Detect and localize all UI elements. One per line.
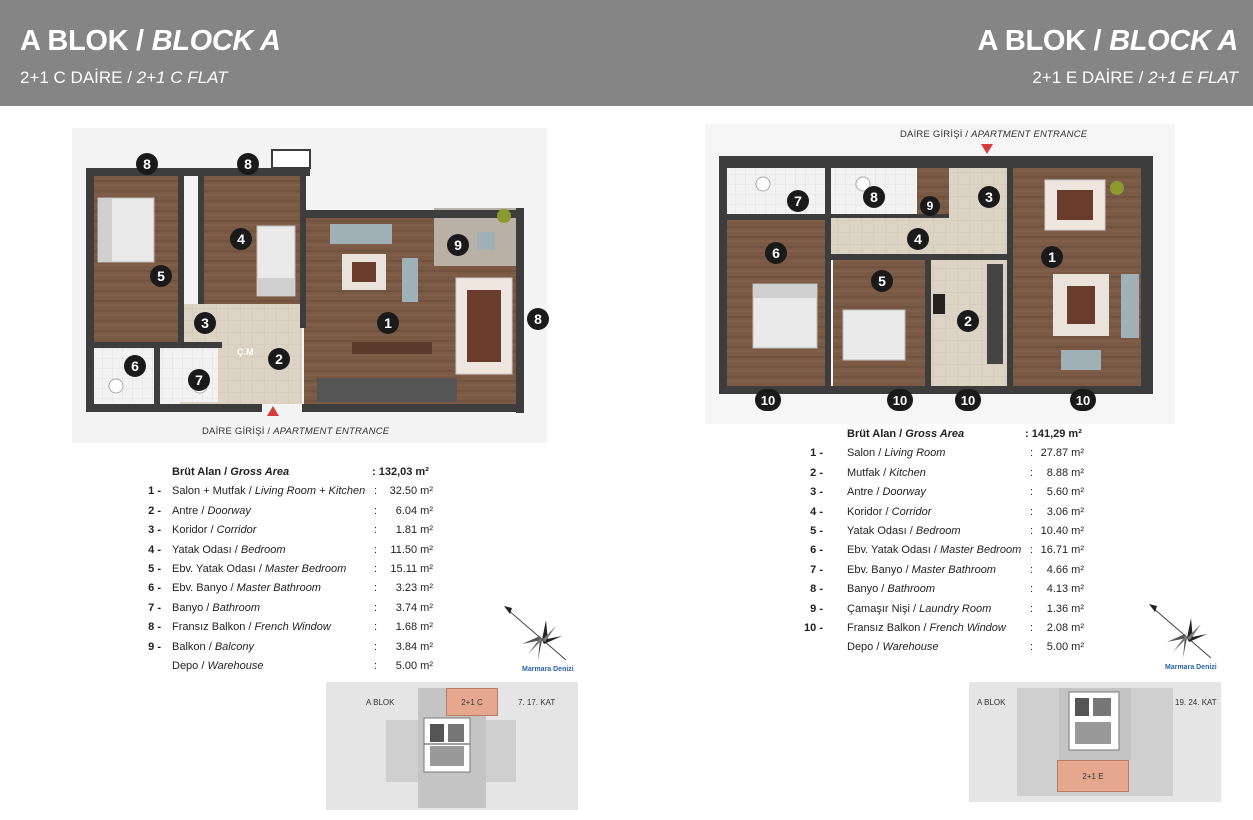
table-row	[805, 583, 1105, 599]
plan-c-entrance-label: DAİRE GİRİŞİ / APARTMENT ENTRANCE	[202, 426, 390, 437]
left-flat-subtitle: 2+1 C DAİRE / 2+1 C FLAT	[20, 68, 228, 87]
plan-e-marker: 10	[755, 389, 781, 411]
table-row	[805, 641, 1105, 657]
plan-e-marker: 7	[787, 190, 809, 212]
table-row	[805, 544, 1105, 560]
row-colon: :	[1030, 466, 1034, 479]
row-room-name: Ebv. Yatak Odası / Master Bedroom	[847, 544, 1022, 557]
row-number: 10 -	[804, 622, 823, 634]
row-area-value: 16.71 m²	[1040, 544, 1084, 557]
row-room-name: Balkon / Balcony	[172, 640, 254, 653]
table-row	[805, 564, 1105, 580]
row-room-name: Çamaşır Nişi / Laundry Room	[847, 602, 992, 615]
row-colon: :	[374, 582, 378, 595]
floor-plan-2plus1-e	[705, 124, 1175, 424]
plan-e-marker: 10	[955, 389, 981, 411]
plan-e-marker: 10	[1070, 389, 1096, 411]
row-area-value: 27.87 m²	[1040, 447, 1084, 460]
row-colon: :	[1030, 525, 1034, 537]
floor-plan-2plus1-c	[72, 128, 547, 443]
header-band	[0, 0, 1253, 106]
row-room-name: Koridor / Corridor	[847, 505, 932, 518]
plan-e-marker: 4	[907, 228, 929, 250]
row-colon: :	[374, 563, 378, 575]
plan-c-marker: 5	[150, 265, 172, 287]
plan-c-marker: 2	[268, 348, 290, 370]
row-number: 1 -	[810, 447, 823, 460]
area-table-c	[150, 466, 450, 681]
plan-e-entrance-label: DAİRE GİRİŞİ / APARTMENT ENTRANCE	[900, 129, 1088, 140]
plan-e-marker: 8	[863, 186, 885, 208]
row-room-name: Yatak Odası / Bedroom	[847, 525, 961, 537]
plan-c-marker: 9	[447, 234, 469, 256]
table-row	[150, 485, 450, 501]
row-area-value: 3.74 m²	[395, 601, 433, 614]
key-plan-c-block: A BLOK	[366, 698, 395, 707]
plan-c-marker: 8	[136, 153, 158, 175]
plan-e-marker: 10	[887, 389, 913, 411]
row-area-value: 1.81 m²	[395, 524, 433, 537]
row-number: 6 -	[148, 582, 161, 595]
row-colon: :	[374, 485, 378, 498]
key-plan-e-block: A BLOK	[977, 698, 1006, 707]
row-number: 9 -	[810, 602, 823, 615]
row-number: 3 -	[148, 524, 161, 537]
table-row	[805, 467, 1105, 483]
row-room-name: Ebv. Banyo / Master Bathroom	[172, 582, 321, 595]
row-area-value: 1.36 m²	[1046, 602, 1084, 615]
row-colon: :	[374, 640, 378, 653]
plan-c-marker: 8	[237, 153, 259, 175]
row-number: 4 -	[810, 505, 823, 518]
row-room-name: Banyo / Bathroom	[172, 601, 261, 614]
row-number: 2 -	[148, 504, 161, 517]
area-table-e	[805, 428, 1105, 663]
row-room-name: Antre / Doorway	[172, 504, 251, 517]
plan-e-marker: 9	[920, 196, 940, 216]
row-room-name: Banyo / Bathroom	[847, 583, 936, 596]
row-room-name: Mutfak / Kitchen	[847, 466, 926, 479]
row-number: 5 -	[148, 563, 161, 575]
row-room-name: Fransız Balkon / French Window	[847, 622, 1006, 634]
table-row	[150, 602, 450, 618]
table-c-gross-row: Brüt Alan / Gross Area : 132,03 m²	[172, 466, 429, 478]
plan-e-marker: 1	[1041, 246, 1063, 268]
row-area-value: 5.00 m²	[1046, 641, 1084, 654]
row-number: 8 -	[148, 621, 161, 634]
row-area-value: 1.68 m²	[395, 621, 433, 634]
row-colon: :	[1030, 622, 1034, 634]
row-colon: :	[374, 621, 378, 634]
row-room-name: Yatak Odası / Bedroom	[172, 543, 286, 556]
table-row	[150, 505, 450, 521]
right-block-title: A BLOK / BLOCK A	[977, 25, 1238, 57]
row-area-value: 5.60 m²	[1046, 486, 1084, 499]
row-area-value: 3.23 m²	[395, 582, 433, 595]
row-room-name: Salon + Mutfak / Living Room + Kitchen	[172, 485, 366, 498]
row-area-value: 8.88 m²	[1046, 466, 1084, 479]
compass-e-label: Marmara Denizi	[1165, 664, 1217, 671]
row-area-value: 10.40 m²	[1040, 525, 1084, 537]
plan-c-marker: 7	[188, 369, 210, 391]
compass-e	[1145, 600, 1225, 675]
row-colon: :	[1030, 583, 1034, 596]
row-room-name: Depo / Warehouse	[847, 641, 939, 654]
table-row	[805, 622, 1105, 638]
row-number: 4 -	[148, 543, 161, 556]
plan-e-marker: 5	[871, 270, 893, 292]
row-area-value: 11.50 m²	[390, 543, 433, 556]
row-colon: :	[1030, 505, 1034, 518]
compass-c	[500, 602, 580, 677]
key-plan-c	[326, 682, 578, 810]
row-area-value: 2.08 m²	[1046, 622, 1084, 634]
floor-plan-e-drawing	[705, 124, 1175, 424]
row-colon: :	[1030, 641, 1034, 654]
plan-e-marker: 6	[765, 242, 787, 264]
table-row	[805, 506, 1105, 522]
table-row	[150, 563, 450, 579]
plan-c-marker: 1	[377, 312, 399, 334]
table-row	[805, 603, 1105, 619]
plan-e-marker: 2	[957, 310, 979, 332]
row-room-name: Fransız Balkon / French Window	[172, 621, 331, 634]
floor-plan-c-drawing	[72, 128, 547, 443]
plan-e-marker: 3	[978, 186, 1000, 208]
key-plan-e-floors: 19. 24. KAT	[1175, 698, 1217, 707]
table-row	[150, 582, 450, 598]
compass-c-label: Marmara Denizi	[522, 666, 574, 673]
row-colon: :	[1030, 563, 1034, 576]
row-number: 8 -	[810, 583, 823, 596]
table-row	[150, 544, 450, 560]
row-number: 5 -	[810, 525, 823, 537]
row-colon: :	[374, 524, 378, 537]
table-row	[150, 660, 450, 676]
table-row	[150, 641, 450, 657]
row-area-value: 6.04 m²	[395, 504, 433, 517]
row-number: 3 -	[810, 486, 823, 499]
row-colon: :	[1030, 447, 1034, 460]
row-area-value: 5.00 m²	[395, 660, 433, 672]
row-room-name: Salon / Living Room	[847, 447, 946, 460]
plan-c-marker: 6	[124, 355, 146, 377]
left-block-title: A BLOK / BLOCK A	[20, 25, 281, 57]
row-colon: :	[1030, 544, 1034, 557]
key-plan-c-floors: 7. 17. KAT	[518, 698, 556, 707]
row-room-name: Ebv. Yatak Odası / Master Bedroom	[172, 563, 347, 575]
row-room-name: Depo / Warehouse	[172, 660, 264, 672]
table-row	[805, 486, 1105, 502]
row-area-value: 15.11 m²	[390, 563, 433, 575]
key-plan-e	[969, 682, 1221, 802]
plan-c-marker: 3	[194, 312, 216, 334]
plan-c-marker: 4	[230, 228, 252, 250]
table-row	[150, 621, 450, 637]
row-area-value: 3.84 m²	[395, 640, 433, 653]
row-colon: :	[374, 660, 378, 672]
row-number: 7 -	[810, 563, 823, 576]
key-plan-c-unit: 2+1 C	[446, 688, 498, 716]
row-area-value: 3.06 m²	[1046, 505, 1084, 518]
row-room-name: Ebv. Banyo / Master Bathroom	[847, 563, 996, 576]
row-room-name: Koridor / Corridor	[172, 524, 257, 537]
row-colon: :	[374, 543, 378, 556]
table-row	[805, 447, 1105, 463]
row-area-value: 32.50 m²	[389, 485, 433, 498]
plan-c-marker: 8	[527, 308, 549, 330]
table-row	[805, 525, 1105, 541]
row-area-value: 4.13 m²	[1046, 583, 1084, 596]
row-colon: :	[1030, 602, 1034, 615]
row-room-name: Antre / Doorway	[847, 486, 926, 499]
row-number: 2 -	[810, 466, 823, 479]
row-colon: :	[374, 601, 378, 614]
plan-c-cm-label: Ç.M	[237, 347, 254, 357]
table-e-gross-row: Brüt Alan / Gross Area : 141,29 m²	[847, 428, 1082, 440]
row-area-value: 4.66 m²	[1046, 563, 1084, 576]
key-plan-e-unit: 2+1 E	[1057, 760, 1129, 792]
right-flat-subtitle: 2+1 E DAİRE / 2+1 E FLAT	[1032, 68, 1238, 87]
row-number: 7 -	[148, 601, 161, 614]
table-row	[150, 524, 450, 540]
row-colon: :	[374, 504, 378, 517]
row-number: 1 -	[148, 485, 161, 498]
row-colon: :	[1030, 486, 1034, 499]
row-number: 9 -	[148, 640, 161, 653]
row-number: 6 -	[810, 544, 823, 557]
